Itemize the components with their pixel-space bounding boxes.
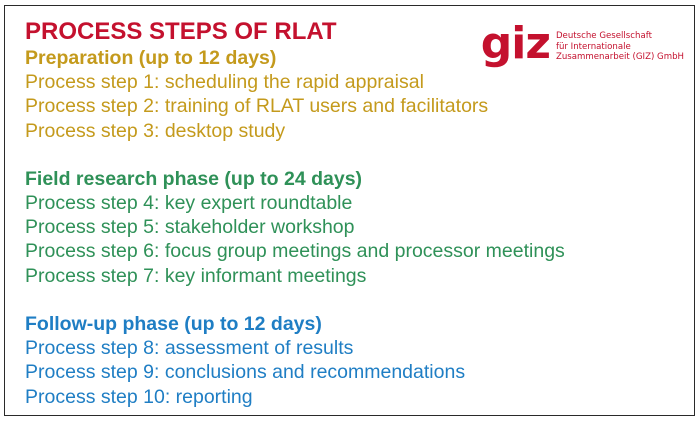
section-follow-up xyxy=(25,312,585,409)
slide-frame xyxy=(4,5,695,416)
process-step-4: Process step 4: key expert roundtable xyxy=(25,191,353,214)
process-step-1: Process step 1: scheduling the rapid appraisal xyxy=(25,71,424,93)
giz-logo-text xyxy=(556,28,684,63)
section-heading-follow-up: Follow-up phase (up to 12 days) xyxy=(25,313,322,336)
process-step-6: Process step 6: focus group meetings and processor meetings xyxy=(25,240,565,263)
section-heading-field-research: Field research phase (up to 24 days) xyxy=(25,167,363,190)
process-step-7: Process step 7: key informant meetings xyxy=(25,264,367,287)
slide-title: PROCESS STEPS OF RLAT xyxy=(25,18,337,45)
giz-logo-line-1: Deutsche Gesellschaft xyxy=(555,31,652,41)
section-heading-preparation: Preparation (up to 12 days) xyxy=(25,47,277,69)
process-step-9: Process step 9: conclusions and recommendations xyxy=(25,361,466,384)
process-step-10: Process step 10: reporting xyxy=(25,385,253,408)
giz-logo-mark: giz xyxy=(480,18,550,69)
section-field-research xyxy=(25,167,585,288)
process-step-5: Process step 5: stakeholder workshop xyxy=(25,216,355,239)
process-step-2: Process step 2: training of RLAT users and facilitators xyxy=(25,95,489,118)
giz-logo xyxy=(480,18,684,69)
process-step-8: Process step 8: assessment of results xyxy=(25,337,354,360)
process-step-3: Process step 3: desktop study xyxy=(25,119,286,142)
giz-logo-line-3: Zusammenarbeit (GIZ) GmbH xyxy=(555,52,684,62)
slide-content xyxy=(25,18,585,409)
giz-logo-line-2: für Internationale xyxy=(555,41,631,52)
